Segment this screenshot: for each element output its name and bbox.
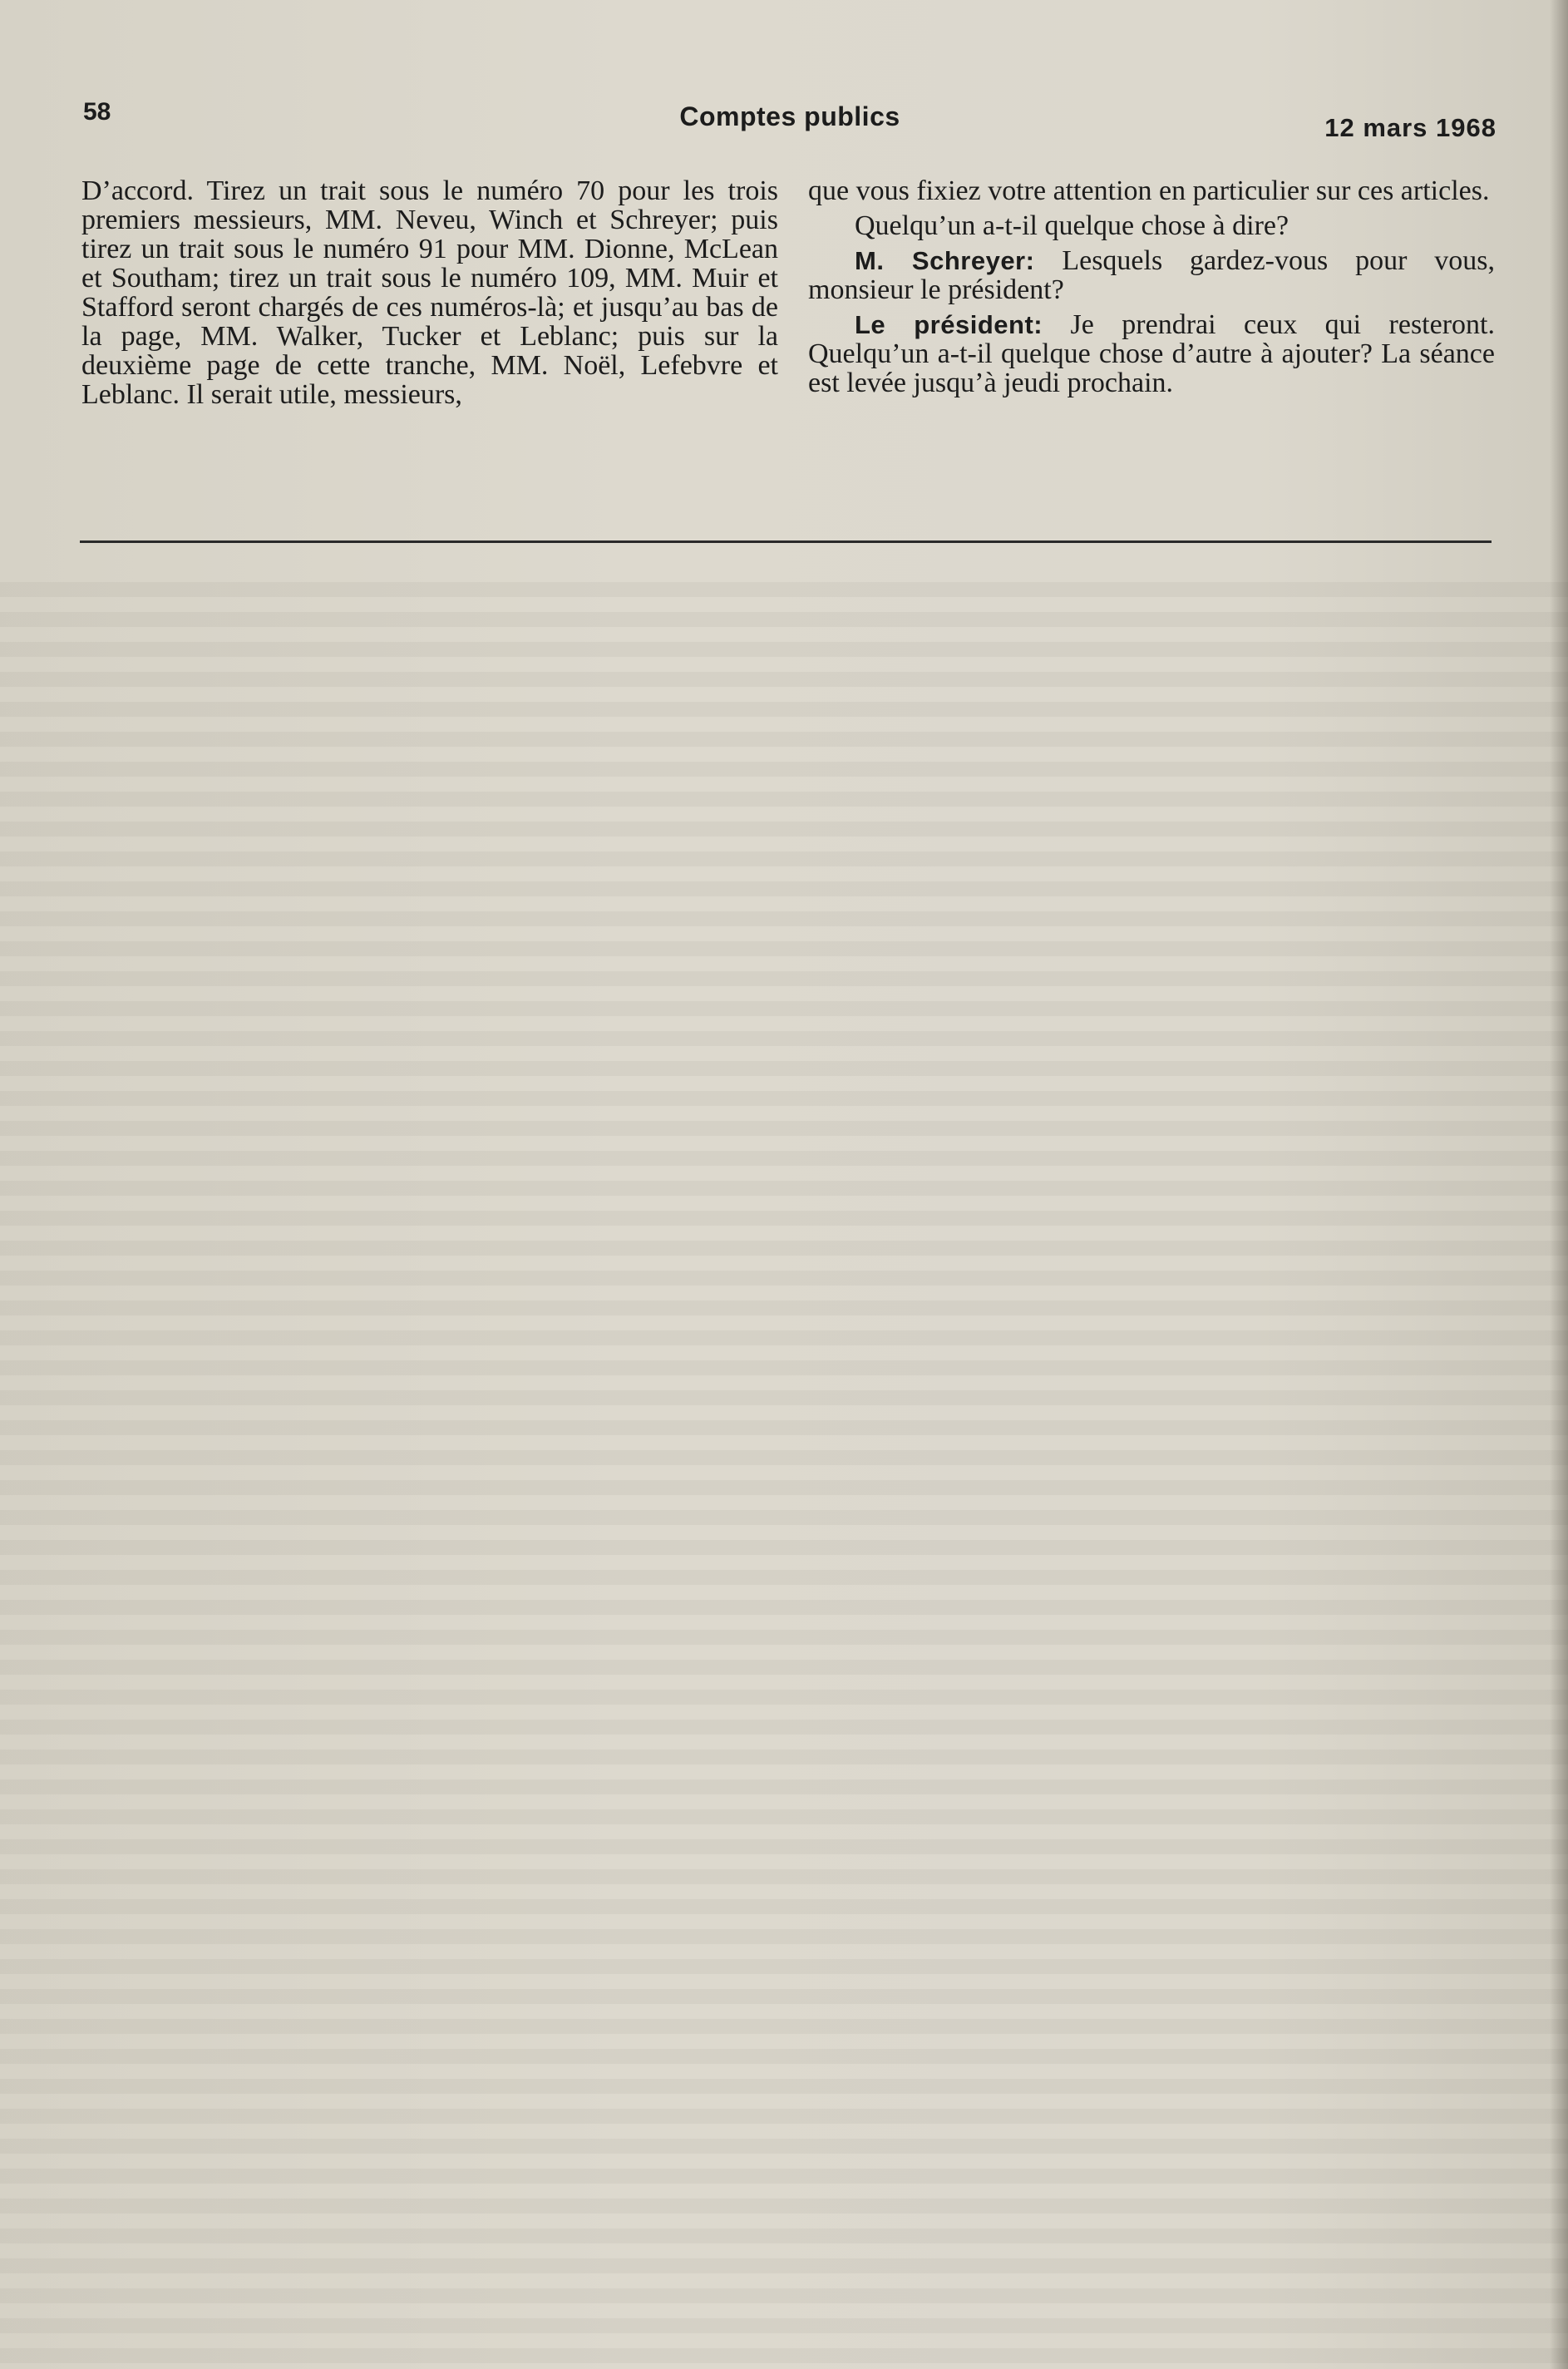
left-column [81,176,778,409]
binding-shadow [1550,0,1568,2369]
page-number: 58 [83,98,111,126]
end-of-text-rule [80,540,1492,543]
header-date: 12 mars 1968 [1324,113,1497,142]
president-paragraph [808,310,1495,397]
speaker-schreyer: M. Schreyer: [855,246,1035,275]
right-continuation-paragraph: que vous fixiez votre attention en particulier sur ces articles. [808,175,1490,206]
show-through-texture [0,582,1568,2369]
left-paragraph: D’accord. Tirez un trait sous le numéro 70 pour les trois premiers messieurs, MM. Neveu, Winch et Schreyer; puis tirez un trait sous le numéro 91 pour MM. Dionne, McLean et Southam; tirez un trait sous le numéro 109, MM. Muir et Stafford seront chargés de ces numéros-là; et jusqu’au bas de la page, MM. Walker, Tucker et Leblanc; puis sur la deuxième page de cette tranche, MM. Noël, Lefebvre et Leblanc. Il serait utile, messieurs, [81,175,778,410]
schreyer-text: Lesquels gardez-vous pour vous, monsieur le président? [808,245,1496,305]
right-column [808,176,1495,397]
running-title: Comptes publics [679,101,900,131]
page-header [83,93,1497,143]
question-paragraph: Quelqu’un a-t-il quelque chose à dire? [855,210,1289,241]
president-text: Je prendrai ceux qui resteront. Quelqu’un a-t-il quelque chose d’autre à ajouter? La séance est levée jusqu’à jeudi prochain. [808,309,1495,398]
schreyer-paragraph [808,246,1495,304]
speaker-president: Le président: [855,310,1043,339]
